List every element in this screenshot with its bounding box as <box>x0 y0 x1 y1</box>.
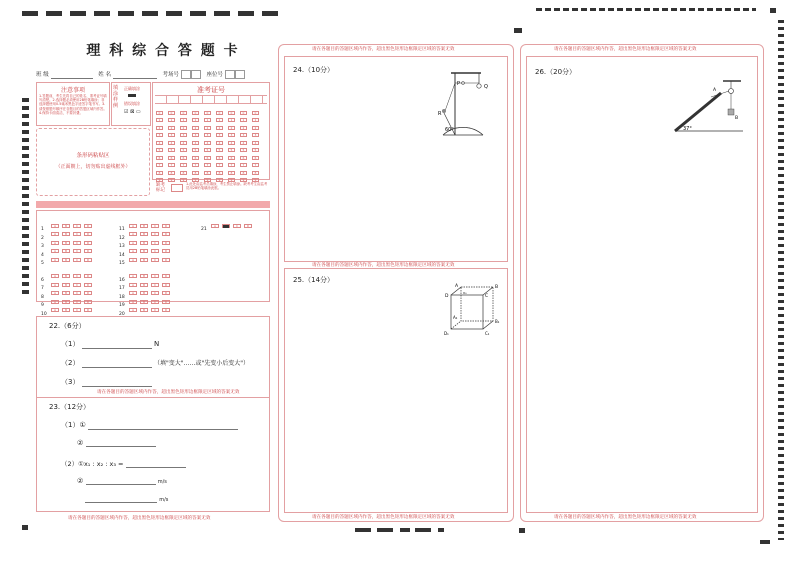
middle-bottom-warning: 请在各题目的答题区域内作答，超出黑色矩形边框限定区域的答案无效 <box>312 515 455 520</box>
admission-bubble[interactable]: 9 <box>228 178 235 182</box>
admission-bubble[interactable]: 7 <box>168 163 175 167</box>
mc-option-bubble[interactable]: A <box>211 224 219 228</box>
correct-label: 正确填涂 <box>124 86 140 91</box>
mc-option-bubble[interactable]: A <box>129 308 137 312</box>
q26-title: 26.（20分） <box>535 68 577 76</box>
q25-label-c1: C₁ <box>485 331 490 336</box>
mc-option-bubble[interactable]: B <box>140 274 148 278</box>
mc-option-bubble[interactable]: A <box>129 258 137 262</box>
seat-no-label: 座位号 <box>206 72 224 78</box>
mc-question-number: 4 <box>41 252 44 258</box>
mc-option-bubble[interactable]: D <box>84 300 92 304</box>
admission-bubble[interactable]: 5 <box>204 148 211 152</box>
admission-bubble[interactable]: 9 <box>180 178 187 182</box>
admission-bubble[interactable]: 9 <box>168 178 175 182</box>
mc-option-bubble[interactable]: D <box>162 258 170 262</box>
sheet-title: 理 科 综 合 答 题 卡 <box>86 43 240 59</box>
q26-label-a: A <box>713 88 717 93</box>
admission-bubble[interactable]: 3 <box>228 133 235 137</box>
exam-no-box[interactable] <box>181 70 191 79</box>
q23-title: 23.（12分） <box>49 403 91 411</box>
mc-question-number: 3 <box>41 244 44 249</box>
admission-bubble[interactable]: 1 <box>216 118 223 122</box>
mc-question-number: 9 <box>41 303 44 308</box>
mc-question-number: 20 <box>119 311 125 317</box>
mc-option-bubble[interactable]: A <box>51 291 59 295</box>
mc-option-bubble[interactable]: C <box>73 300 81 304</box>
q22-23-box <box>36 316 270 512</box>
class-label: 班 级 <box>36 72 49 78</box>
mc-option-bubble[interactable]: C <box>151 283 159 287</box>
mc-option-bubble[interactable]: D <box>162 224 170 228</box>
admission-bubble[interactable]: 9 <box>240 178 247 182</box>
seat-no-box[interactable] <box>225 70 235 79</box>
right-bottom-warning: 请在各题目的答题区域内作答，超出黑色矩形边框限定区域的答案无效 <box>554 515 697 520</box>
admission-bubble[interactable]: 5 <box>228 148 235 152</box>
admission-bubble[interactable]: 4 <box>168 141 175 145</box>
mc-option-bubble[interactable]: D <box>84 224 92 228</box>
admission-bubble[interactable]: 0 <box>228 111 235 115</box>
mc-option-bubble[interactable]: B <box>140 283 148 287</box>
admission-bubble[interactable]: 3 <box>252 133 259 137</box>
mc-option-bubble[interactable]: A <box>51 308 59 312</box>
mc-option-bubble[interactable]: D <box>162 232 170 236</box>
q22-p3-answer[interactable] <box>82 380 152 387</box>
admission-bubble[interactable]: 6 <box>156 156 163 160</box>
mc-question-number: 16 <box>119 277 125 283</box>
mc-option-bubble[interactable]: A <box>129 224 137 228</box>
admission-bubble[interactable]: 0 <box>168 111 175 115</box>
admission-bubble[interactable]: 1 <box>228 118 235 122</box>
mc-option-bubble[interactable]: B <box>140 291 148 295</box>
admission-bubble[interactable]: 2 <box>204 126 211 130</box>
mc-option-bubble[interactable]: B <box>62 249 70 253</box>
mc-option-bubble[interactable]: A <box>129 249 137 253</box>
q23-unit2: m/s <box>159 497 169 503</box>
admission-bubble[interactable]: 5 <box>192 148 199 152</box>
mc-option-bubble[interactable]: D <box>162 241 170 245</box>
q23-p1-answer[interactable] <box>88 423 238 430</box>
q25-label-a1: A₁ <box>453 315 458 320</box>
admission-bubble[interactable]: 7 <box>192 163 199 167</box>
admission-bubble[interactable]: 6 <box>228 156 235 160</box>
q23-p2b-answer[interactable] <box>86 478 156 485</box>
mc-option-bubble[interactable]: A <box>129 274 137 278</box>
mc-option-bubble[interactable]: A <box>129 241 137 245</box>
q24-label-r: R <box>438 111 442 117</box>
admission-bubble-row <box>156 153 268 161</box>
admission-bubble[interactable]: 5 <box>252 148 259 152</box>
mc-option-bubble[interactable]: A <box>51 274 59 278</box>
mc-option-bubble[interactable]: B <box>62 283 70 287</box>
mc-question-number: 14 <box>119 252 125 258</box>
mc-option-bubble[interactable]: B <box>140 224 148 228</box>
admission-bubble[interactable]: 7 <box>240 163 247 167</box>
mc-option-bubble[interactable]: B <box>62 241 70 245</box>
mc-question-number: 8 <box>41 294 44 300</box>
mc-option-bubble[interactable]: D <box>84 241 92 245</box>
mc-option-bubble[interactable]: B <box>62 291 70 295</box>
admission-bubble[interactable]: 1 <box>180 118 187 122</box>
mc-option-bubble[interactable]: D <box>162 283 170 287</box>
q24-warning: 请在各题目的答题区域内作答，超出黑色矩形边框限定区域的答案无效 <box>312 263 455 268</box>
mc-option-bubble[interactable]: D <box>84 274 92 278</box>
admission-write-row[interactable] <box>155 95 267 104</box>
mc-option-bubble[interactable]: B <box>140 241 148 245</box>
mc-option-bubble[interactable]: D <box>84 291 92 295</box>
admission-bubble[interactable]: 5 <box>168 148 175 152</box>
q22-title: 22.（6分） <box>49 322 86 330</box>
admission-bubble[interactable]: 6 <box>252 156 259 160</box>
mc-question-number: 21 <box>201 227 207 232</box>
mc-question-number: 17 <box>119 286 125 291</box>
q24-label-q: Q <box>484 84 488 90</box>
admission-bubble[interactable]: 4 <box>240 141 247 145</box>
admission-bubble[interactable]: 1 <box>252 118 259 122</box>
q25-label-b1: B₁ <box>495 319 500 324</box>
class-field[interactable] <box>51 72 93 79</box>
fill-area-label: 填涂样例 <box>113 85 119 109</box>
mc-option-bubble[interactable]: A <box>51 224 59 228</box>
mc-option-bubble[interactable]: D <box>162 274 170 278</box>
admission-bubble[interactable]: 8 <box>216 171 223 175</box>
absent-box[interactable] <box>171 184 183 192</box>
admission-bubble[interactable]: 2 <box>180 126 187 130</box>
mc-option-bubble[interactable]: C <box>73 283 81 287</box>
mc-option-bubble[interactable]: A <box>129 291 137 295</box>
q24-label-p: P <box>457 81 461 87</box>
q25-label-d: D <box>445 294 449 299</box>
admission-bubble[interactable]: 1 <box>192 118 199 122</box>
admission-bubble[interactable]: 2 <box>192 126 199 130</box>
name-field[interactable] <box>113 72 157 79</box>
admission-bubble-row <box>156 123 268 131</box>
mc-question-number: 12 <box>119 235 125 241</box>
mc-option-bubble[interactable]: B <box>62 232 70 236</box>
q23-p2c-answer[interactable] <box>85 496 157 503</box>
q25-label-a: A <box>455 284 459 289</box>
q23-p2b: ② <box>77 477 84 485</box>
admission-bubble[interactable]: 4 <box>156 141 163 145</box>
admission-bubble-row <box>156 108 268 116</box>
mc-option-bubble[interactable]: A <box>51 241 59 245</box>
mc-question-number: 11 <box>119 227 125 232</box>
mc-option-bubble[interactable]: B <box>62 308 70 312</box>
q22-warning: 请在各题目的答题区域内作答，超出黑色矩形边框限定区域的答案无效 <box>97 390 240 395</box>
admission-bubble-row <box>156 138 268 146</box>
q23-p1b: ② <box>77 439 84 447</box>
mc-option-bubble[interactable]: B <box>62 224 70 228</box>
q22-p1-answer[interactable] <box>82 342 152 349</box>
mc-option-bubble[interactable]: C <box>73 308 81 312</box>
mc-option-bubble[interactable]: B <box>140 258 148 262</box>
admission-label: 准考证号 <box>197 86 225 94</box>
mc-answer-area <box>36 210 270 317</box>
admission-bubble[interactable]: 4 <box>180 141 187 145</box>
mc-header-bar <box>36 201 270 208</box>
q26-angle: 37° <box>683 126 692 132</box>
admission-bubble-row <box>156 168 268 176</box>
admission-bubble[interactable]: 9 <box>216 178 223 182</box>
admission-bubble[interactable]: 3 <box>216 133 223 137</box>
admission-bubble[interactable]: 8 <box>156 171 163 175</box>
admission-bubble[interactable]: 7 <box>216 163 223 167</box>
mc-option-bubble[interactable]: C <box>151 249 159 253</box>
q22-p2-answer[interactable] <box>82 361 152 368</box>
mc-option-bubble[interactable]: C <box>151 291 159 295</box>
admission-bubble[interactable]: 9 <box>204 178 211 182</box>
exam-no-box[interactable] <box>191 70 201 79</box>
mc-option-bubble[interactable]: D <box>84 232 92 236</box>
mc-option-bubble[interactable]: B <box>140 249 148 253</box>
admission-bubble[interactable]: 6 <box>240 156 247 160</box>
wrong-fill-sample: ☑ ⊠ ▭ <box>124 109 141 115</box>
admission-bubble[interactable]: 5 <box>180 148 187 152</box>
admission-bubble[interactable]: 3 <box>180 133 187 137</box>
admission-bubble[interactable]: 6 <box>168 156 175 160</box>
notes-box <box>36 82 110 126</box>
mc-option-bubble[interactable]: C <box>73 274 81 278</box>
admission-bubble[interactable]: 7 <box>252 163 259 167</box>
barcode-title: 条形码粘贴区 <box>76 153 110 159</box>
mc-option-bubble[interactable]: A <box>51 232 59 236</box>
q22-p2: （2） <box>61 359 80 367</box>
notes-text: 1.答题前，考生先将自己的姓名、准考证号填写清楚。2.选择题必须使用2B铅笔填涂；非选择题使用0.5毫米黑色字迹签字笔书写。3.请按照题号顺序在各题目的答题区域内作答。4.保持卡面清洁，不要折叠。 <box>39 94 107 115</box>
name-label: 姓 名 <box>98 72 111 78</box>
admission-bubble[interactable]: 1 <box>204 118 211 122</box>
admission-bubble[interactable]: 8 <box>180 171 187 175</box>
admission-bubble-row <box>156 131 268 139</box>
mc-option-bubble[interactable]: C <box>151 258 159 262</box>
mc-option-bubble[interactable]: C <box>151 274 159 278</box>
correct-fill-sample <box>128 94 136 97</box>
q23-p1: （1）① <box>61 421 86 429</box>
q25-cube-diagram <box>443 283 503 339</box>
mc-question-number: 15 <box>119 261 125 266</box>
admission-bubble[interactable]: 0 <box>180 111 187 115</box>
q23-p2-answer[interactable] <box>126 461 186 468</box>
admission-bubble[interactable]: 2 <box>216 126 223 130</box>
mc-question-number: 5 <box>41 261 44 266</box>
mc-option-bubble[interactable]: A <box>51 300 59 304</box>
mc-question-number: 7 <box>41 286 44 291</box>
admission-bubble[interactable]: 3 <box>240 133 247 137</box>
admission-bubble[interactable]: 5 <box>216 148 223 152</box>
right-top-warning: 请在各题目的答题区域内作答，超出黑色矩形边框限定区域的答案无效 <box>554 47 697 52</box>
mc-option-bubble[interactable]: A <box>129 300 137 304</box>
mc-question-number: 1 <box>41 227 44 232</box>
admission-bubble[interactable]: 2 <box>228 126 235 130</box>
admission-bubble[interactable]: 1 <box>156 118 163 122</box>
admission-bubble[interactable]: 7 <box>180 163 187 167</box>
admission-bubble[interactable]: 4 <box>252 141 259 145</box>
admission-bubble[interactable]: 1 <box>240 118 247 122</box>
admission-bubble[interactable]: 8 <box>252 171 259 175</box>
q25-label-d1: D₁ <box>444 331 449 336</box>
q26-diagram <box>669 79 749 139</box>
admission-bubble[interactable]: 9 <box>192 178 199 182</box>
mc-option-bubble[interactable]: B <box>62 258 70 262</box>
admission-bubble[interactable]: 5 <box>156 148 163 152</box>
q23-p2: （2）①x₁ : x₂ : x₃ = <box>61 460 124 468</box>
mc-question-number: 19 <box>119 303 125 308</box>
admission-bubble-row <box>156 161 268 169</box>
seat-no-box[interactable] <box>235 70 245 79</box>
admission-bubble[interactable]: 8 <box>228 171 235 175</box>
q24-title: 24.（10分） <box>293 66 335 74</box>
left-bottom-warning: 请在各题目的答题区域内作答，超出黑色矩形边框限定区域的答案无效 <box>68 516 211 521</box>
admission-bubble[interactable]: 3 <box>168 133 175 137</box>
absent-label: 缺考标记 <box>156 183 165 193</box>
mc-question-number: 2 <box>41 235 44 241</box>
admission-bubbles[interactable] <box>156 108 268 183</box>
mc-option-bubble[interactable]: C <box>73 249 81 253</box>
mc-option-bubble[interactable]: C <box>151 308 159 312</box>
mc-question-number: 6 <box>41 277 44 283</box>
mc-option-bubble[interactable]: D <box>244 224 252 228</box>
admission-bubble[interactable]: 6 <box>216 156 223 160</box>
q25-box <box>284 268 508 513</box>
admission-bubble[interactable]: 2 <box>240 126 247 130</box>
wrong-label: 错误填涂 <box>124 101 140 106</box>
q23-p1b-answer[interactable] <box>86 440 156 447</box>
admission-bubble[interactable]: 7 <box>204 163 211 167</box>
q26-label-b: B <box>735 116 739 121</box>
barcode-sub: （正面朝上，切勿贴出虚线框外） <box>55 164 131 170</box>
q25-label-b: B <box>495 285 499 290</box>
mc-option-bubble[interactable]: C <box>73 258 81 262</box>
mc-option-bubble[interactable]: C <box>151 232 159 236</box>
mc-option-bubble[interactable]: C <box>233 224 241 228</box>
mc-option-bubble[interactable]: A <box>51 258 59 262</box>
mc-option-bubble[interactable]: C <box>151 224 159 228</box>
mc-option-bubble[interactable]: C <box>73 224 81 228</box>
q24-box <box>284 56 508 262</box>
mc-option-bubble[interactable]: C <box>73 291 81 295</box>
mc-option-bubble[interactable]: D <box>162 291 170 295</box>
mc-option-bubble[interactable]: D <box>84 283 92 287</box>
admission-bubble[interactable]: 3 <box>156 133 163 137</box>
mc-option-bubble[interactable]: D <box>84 308 92 312</box>
admission-bubble[interactable]: 8 <box>240 171 247 175</box>
mc-option-bubble[interactable]: C <box>73 232 81 236</box>
admission-grid <box>152 82 270 180</box>
fill-example <box>111 82 151 126</box>
mc-option-bubble[interactable]: C <box>73 241 81 245</box>
barcode-area <box>36 128 150 196</box>
mc-option-bubble[interactable]: B <box>62 274 70 278</box>
admission-bubble[interactable]: 8 <box>168 171 175 175</box>
admission-bubble[interactable]: 4 <box>204 141 211 145</box>
admission-bubble[interactable]: 2 <box>168 126 175 130</box>
q23-unit1: m/s <box>157 479 167 485</box>
mc-option-bubble[interactable]: A <box>51 249 59 253</box>
mc-option-bubble[interactable]: D <box>84 258 92 262</box>
q22-p2-hint: （填"变大"……或"先变小后变大"） <box>153 360 249 367</box>
admission-bubble[interactable]: 1 <box>168 118 175 122</box>
admission-bubble[interactable]: 4 <box>216 141 223 145</box>
mc-option-bubble[interactable]: D <box>162 249 170 253</box>
q25-label-v0: v₀ <box>463 291 467 295</box>
q26-box <box>526 56 758 513</box>
mc-option-bubble[interactable]: C <box>151 241 159 245</box>
mc-option-bubble[interactable]: D <box>162 308 170 312</box>
q24-diagram <box>433 69 495 139</box>
admission-bubble[interactable]: 0 <box>192 111 199 115</box>
mc-question-number: 18 <box>119 294 125 300</box>
exam-no-label: 考场号 <box>162 72 180 78</box>
mc-question-number: 13 <box>119 244 125 249</box>
admission-bubble[interactable]: 6 <box>204 156 211 160</box>
admission-bubble-row <box>156 116 268 124</box>
mc-option-bubble[interactable]: B <box>140 308 148 312</box>
admission-bubble[interactable]: 0 <box>156 111 163 115</box>
mc-option-bubble[interactable]: A <box>129 283 137 287</box>
admission-bubble[interactable]: 6 <box>192 156 199 160</box>
mc-option-bubble[interactable]: B <box>62 300 70 304</box>
admission-bubble[interactable]: 5 <box>240 148 247 152</box>
q25-label-c: C <box>485 294 489 299</box>
q22-p1-unit: N <box>153 340 160 348</box>
mc-question-number: 10 <box>41 311 47 317</box>
q22-p3: （3） <box>61 378 80 386</box>
admission-bubble[interactable]: 3 <box>192 133 199 137</box>
admission-bubble-row <box>156 146 268 154</box>
mc-option-bubble[interactable]: A <box>129 232 137 236</box>
admission-bubble[interactable]: 2 <box>156 126 163 130</box>
q25-title: 25.（14分） <box>293 276 335 284</box>
mc-option-bubble[interactable]: A <box>51 283 59 287</box>
notes-title: 注意事项 <box>60 87 85 94</box>
admission-bubble[interactable]: 4 <box>192 141 199 145</box>
mc-option-bubble[interactable]: D <box>162 300 170 304</box>
admission-bubble[interactable]: 0 <box>216 111 223 115</box>
admission-bubble[interactable]: 7 <box>156 163 163 167</box>
admission-bubble[interactable]: 3 <box>204 133 211 137</box>
admission-bubble[interactable]: 2 <box>252 126 259 130</box>
admission-bubble[interactable]: 0 <box>240 111 247 115</box>
q24-angle: 60° <box>445 127 454 133</box>
admission-bubble[interactable]: 6 <box>180 156 187 160</box>
admission-bubble[interactable]: 9 <box>252 178 259 182</box>
admission-bubble[interactable]: 4 <box>228 141 235 145</box>
admission-bubble[interactable]: 8 <box>204 171 211 175</box>
admission-bubble[interactable]: 9 <box>156 178 163 182</box>
admission-bubble[interactable]: 7 <box>228 163 235 167</box>
middle-top-warning: 请在各题目的答题区域内作答，超出黑色矩形边框限定区域的答案无效 <box>312 47 455 52</box>
admission-bubble[interactable]: 0 <box>204 111 211 115</box>
mc-option-bubble[interactable]: C <box>151 300 159 304</box>
q22-p1: （1） <box>61 340 80 348</box>
mc-option-bubble[interactable]: B <box>140 300 148 304</box>
mc-fill-mark <box>223 225 229 228</box>
mc-option-bubble[interactable]: B <box>140 232 148 236</box>
admission-bubble[interactable]: 0 <box>252 111 259 115</box>
absent-note: 1.此处由监考员填涂，考生禁止填涂。缺考考生由监考员用2B铅笔填涂此框。 <box>186 182 268 191</box>
admission-bubble[interactable]: 8 <box>192 171 199 175</box>
mc-option-bubble[interactable]: D <box>84 249 92 253</box>
